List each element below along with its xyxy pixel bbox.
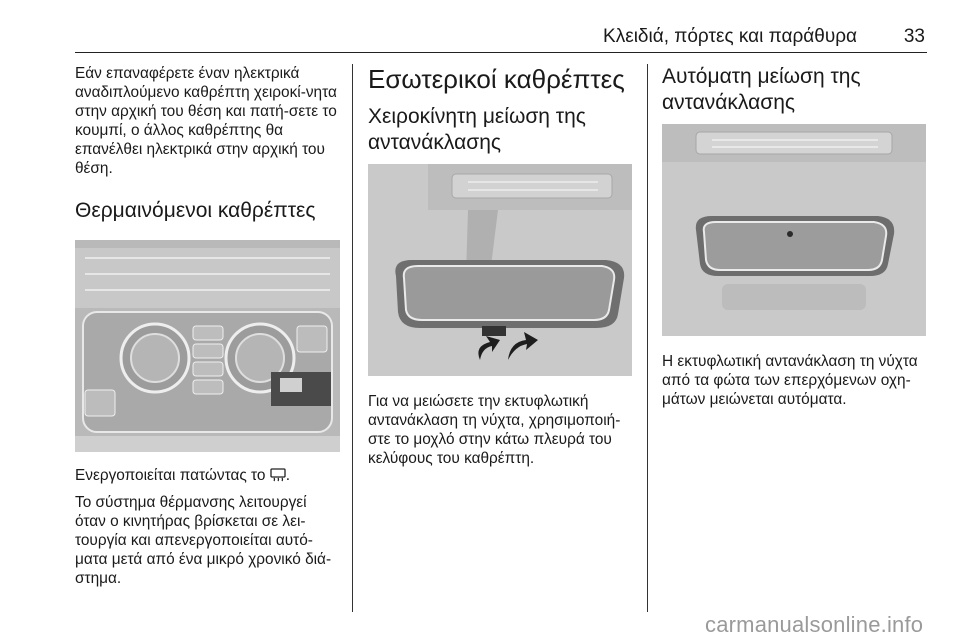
manual-mirror-illustration [368, 164, 632, 376]
manual-dimming-paragraph: Για να μειώσετε την εκτυφλωτική αντανάκλαση τη νύχτα, χρησιμοποιή-στε το μοχλό στην κάτω πλευρά του κελύφους του καθρέπτη. [368, 393, 621, 467]
system-paragraph: Το σύστημα θέρμανσης λειτουργεί όταν ο κινητήρας βρίσκεται σε λει-τουργία και απενεργοποιείται αυτό-ματα μετά από ένα μικρό χρονικό διά-στημα. [75, 494, 332, 587]
auto-dimming-paragraph: Η εκτυφλωτική αντανάκλαση τη νύχτα από τα φώτα των επερχόμενων οχη-μάτων μειώνεται αυτόματα. [662, 353, 918, 408]
column-middle [368, 64, 636, 468]
auto-mirror-illustration [662, 124, 926, 336]
activate-paragraph: Ενεργοποιείται πατώντας το . [75, 467, 291, 484]
intro-paragraph: Εάν επαναφέρετε έναν ηλεκτρικά αναδιπλούμενο καθρέπτη χειροκί-νητα στην αρχική του θέση και πατή-σετε το κουμπί, ο άλλος καθρέπτης θα επανέλθει ηλεκτρικά στην αρχική του θέση. [75, 65, 337, 177]
page-number: 33 [903, 26, 925, 47]
chapter-title: Κλειδιά, πόρτες και παράθυρα [603, 26, 857, 47]
manual-mirror-figure [368, 164, 632, 376]
page-header [75, 22, 927, 53]
watermark: carmanualsonline.info [705, 612, 924, 637]
heated-mirror-icon [270, 468, 286, 482]
auto-mirror-figure [662, 124, 926, 336]
heated-mirrors-heading: Θερμαινόμενοι καθρέπτες [75, 199, 316, 222]
column-right [662, 64, 928, 409]
column-divider [352, 64, 353, 612]
dashboard-controls-figure [75, 240, 340, 452]
column-divider [647, 64, 648, 612]
column-left [75, 64, 340, 588]
dashboard-controls-illustration [75, 240, 340, 452]
auto-dimming-heading: Αυτόματη μείωση της αντανάκλασης [662, 65, 861, 114]
manual-dimming-heading: Χειροκίνητη μείωση της αντανάκλασης [368, 105, 586, 154]
interior-mirrors-heading: Εσωτερικοί καθρέπτες [368, 64, 625, 94]
